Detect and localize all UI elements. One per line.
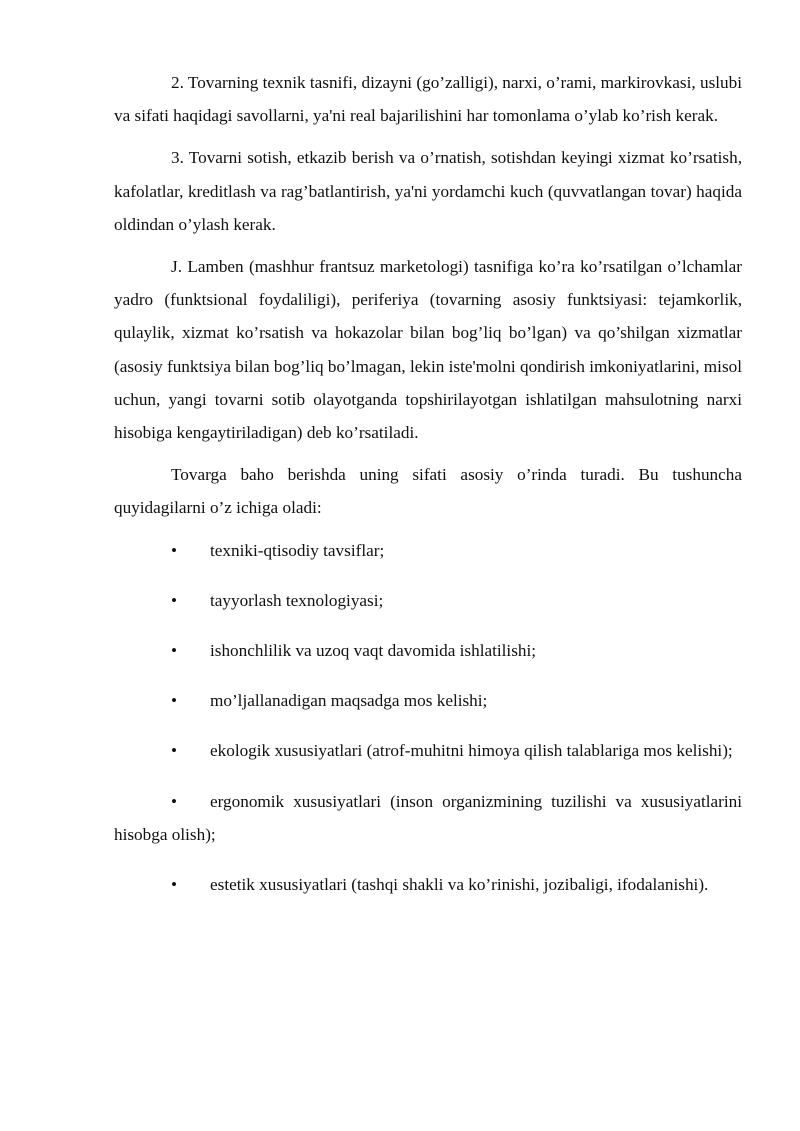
- paragraph-quality: Tovarga baho berishda uning sifati asosiy o’rinda turadi. Bu tushuncha quyidagilarni o’z ichiga oladi:: [114, 465, 742, 518]
- bullet-text: ekologik xususiyatlari (atrof-muhitni himoya qilish talablariga mos kelishi);: [210, 741, 733, 761]
- bullet-text: texniki-qtisodiy tavsiflar;: [210, 540, 385, 560]
- bullet-text: estetik xususiyatlari (tashqi shakli va ko’rinishi, jozibaligi, ifodalanishi).: [210, 875, 709, 895]
- bullet-icon: •: [171, 641, 178, 661]
- bullet-text: ergonomik xususiyatlari (inson organizmining tuzilishi va xususiyatlarini hisobga olish);: [114, 791, 742, 844]
- bullet-text: tayyorlash texnologiyasi;: [210, 590, 384, 610]
- bullet-icon: •: [171, 540, 178, 560]
- bullet-text: ishonchlilik va uzoq vaqt davomida ishlatilishi;: [210, 641, 537, 661]
- bullet-text: mo’ljallanadigan maqsadga mos kelishi;: [210, 691, 488, 711]
- bullet-icon: •: [171, 791, 178, 811]
- paragraph-lamben: J. Lamben (mashhur frantsuz marketologi) tasnifiga ko’ra ko’rsatilgan o’lchamlar yadro (funktsional foydaliligi), periferiya (tovarning asosiy funktsiyasi: tejamkorlik, qulaylik, xizmat ko’rsatish va hokazolar bilan bog’liq bo’lgan) va qo’shilgan xizmatlar (asosiy funktsiya bilan bog’liq bo’lmagan, lekin iste'molni qondirish imkoniyatlarini, misol uchun, yangi tovarni sotib olayotganda topshirilayotgan ishlatilgan mahsulotning narxi hisobiga kengaytiriladigan) deb ko’rsatiladi.: [114, 257, 742, 443]
- bullet-icon: •: [171, 691, 178, 711]
- bullet-icon: •: [171, 590, 178, 610]
- bullet-icon: •: [171, 875, 178, 895]
- bullet-item: [114, 634, 742, 667]
- bullet-item: [114, 868, 742, 901]
- bullet-item: [114, 584, 742, 617]
- bullet-item: [114, 534, 742, 567]
- paragraph-3: 3. Tovarni sotish, etkazib berish va o’rnatish, sotishdan keyingi xizmat ko’rsatish, kafolatlar, kreditlash va rag’batlantirish, ya'ni yordamchi kuch (quvvatlangan tovar) haqida oldindan o’ylash kerak.: [114, 148, 742, 234]
- bullet-icon: •: [171, 741, 178, 761]
- document-page: [114, 66, 742, 918]
- paragraph-2: 2. Tovarning texnik tasnifi, dizayni (go’zalligi), narxi, o’rami, markirovkasi, uslubi va sifati haqidagi savollarni, ya'ni real bajarilishini har tomonlama o’ylab ko’rish kerak.: [114, 73, 742, 126]
- bullet-item: [114, 684, 742, 717]
- bullet-item: [114, 734, 742, 767]
- bullet-item: [114, 785, 742, 851]
